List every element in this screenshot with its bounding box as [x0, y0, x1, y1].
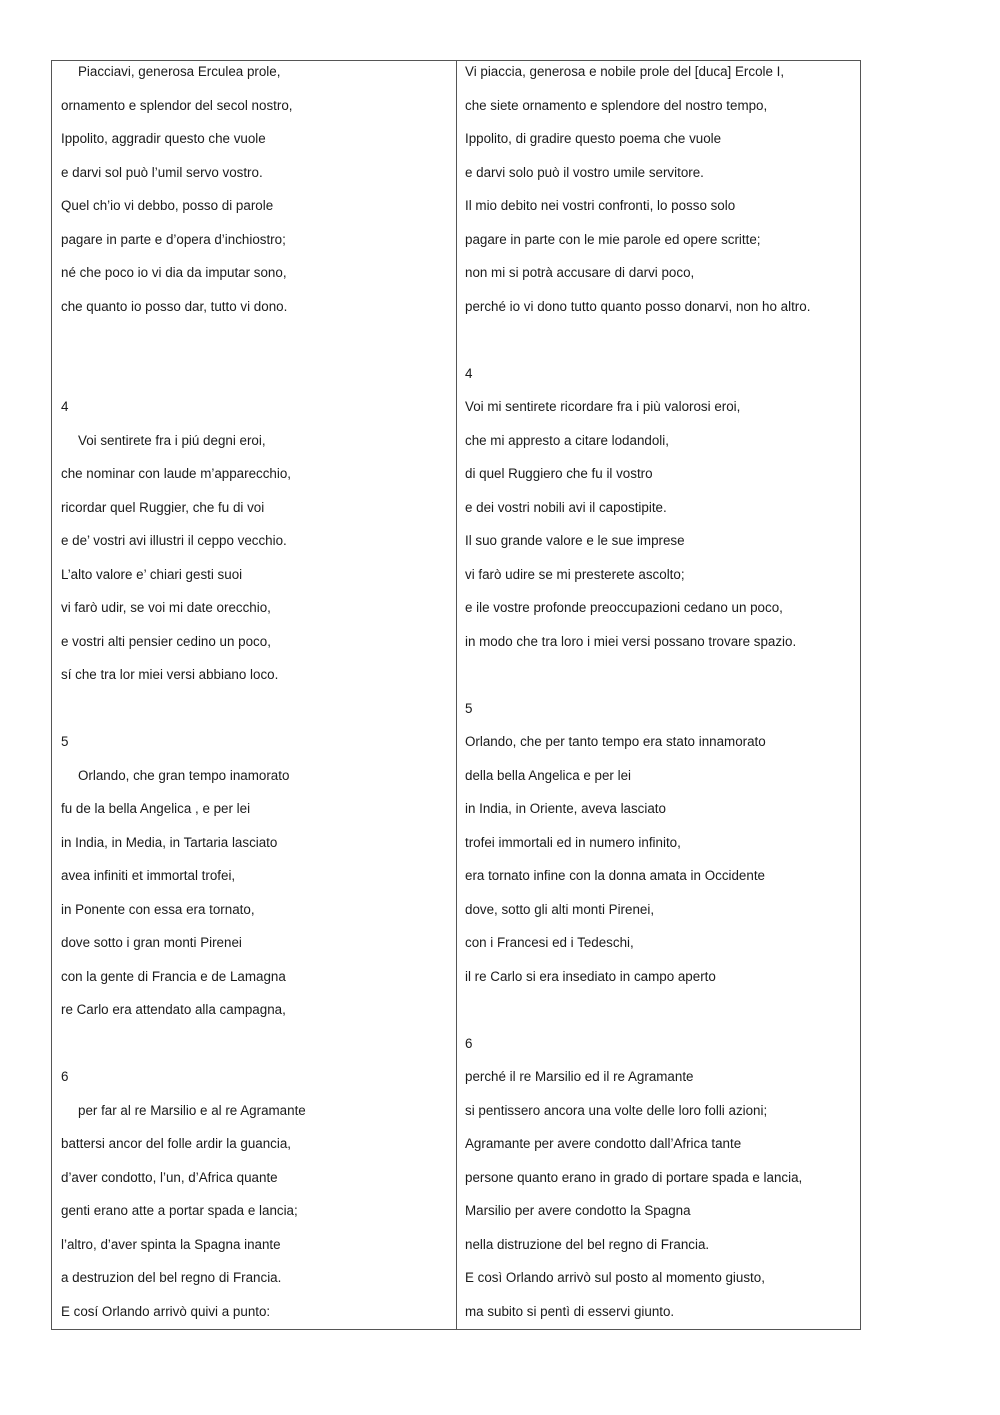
paraphrase-line: era tornato infine con la donna amata in Occidente	[465, 868, 765, 883]
paraphrase-line: il re Carlo si era insediato in campo aperto	[465, 968, 716, 984]
verse-line: e vostri alti pensier cedino un poco,	[61, 633, 271, 649]
verse-line: che nominar con laude m’apparecchio,	[61, 466, 292, 481]
verse-line: Orlando, che gran tempo inamorato	[78, 767, 290, 783]
paraphrase-line: Il suo grande valore e le sue imprese	[465, 533, 685, 548]
verse-line: né che poco io vi dia da imputar sono,	[61, 265, 287, 280]
stanza-number: 4	[61, 399, 69, 414]
paraphrase-line: Vi piaccia, generosa e nobile prole del [duca] Ercole I,	[465, 64, 785, 79]
verse-line: vi farò udir, se voi mi date orecchio,	[61, 600, 271, 615]
verse-line: battersi ancor del folle ardir la guancia,	[61, 1136, 292, 1151]
verse-line: e de’ vostri avi illustri il ceppo vecchio.	[61, 533, 287, 548]
verse-line: Quel ch’io vi debbo, posso di parole	[61, 198, 274, 213]
verse-line: Ippolito, aggradir questo che vuole	[61, 131, 266, 146]
stanza-number: 5	[465, 700, 473, 716]
stanza-number: 6	[465, 1035, 473, 1051]
verse-line: d’aver condotto, l’un, d’Africa quante	[61, 1169, 278, 1185]
paraphrase-line: perché io vi dono tutto quanto posso donarvi, non ho altro.	[465, 298, 811, 314]
paraphrase-line: e ile vostre profonde preoccupazioni cedano un poco,	[465, 600, 783, 615]
paraphrase-line: vi farò udire se mi presterete ascolto;	[465, 566, 685, 582]
verse-line: sí che tra lor miei versi abbiano loco.	[61, 667, 279, 682]
paraphrase-line: che mi appresto a citare lodandoli,	[465, 432, 669, 448]
verse-line: dove sotto i gran monti Pirenei	[61, 935, 242, 950]
paraphrase-line: e dei vostri nobili avi il capostipite.	[465, 499, 667, 515]
verse-line: che quanto io posso dar, tutto vi dono.	[61, 298, 288, 314]
verse-line: ornamento e splendor del secol nostro,	[61, 97, 293, 113]
paraphrase-line: e darvi solo può il vostro umile servitore.	[465, 164, 704, 180]
stanza-number: 6	[61, 1069, 69, 1084]
paraphrase-line: in India, in Oriente, aveva lasciato	[465, 801, 666, 816]
verse-line: l’altro, d’aver spinta la Spagna inante	[61, 1236, 281, 1252]
paraphrase-line: ma subito si pentì di esservi giunto.	[465, 1303, 675, 1319]
verse-line: e darvi sol può l’umil servo vostro.	[61, 164, 263, 180]
verse-line: re Carlo era attendato alla campagna,	[61, 1002, 286, 1017]
verse-line: L’alto valore e’ chiari gesti suoi	[61, 566, 243, 582]
paraphrase-line: trofei immortali ed in numero infinito,	[465, 834, 681, 850]
original-text-column	[61, 61, 451, 1334]
paraphrase-line: si pentissero ancora una volte delle loro folli azioni;	[465, 1102, 768, 1118]
paraphrase-column	[465, 61, 855, 1334]
verse-line: genti erano atte a portar spada e lancia;	[61, 1203, 298, 1218]
verse-line: E cosí Orlando arrivò quivi a punto:	[61, 1303, 271, 1319]
paraphrase-line: nella distruzione del bel regno di Francia.	[465, 1236, 710, 1252]
translation-table	[51, 60, 861, 1330]
verse-line: in Ponente con essa era tornato,	[61, 901, 255, 917]
paraphrase-line: con i Francesi ed i Tedeschi,	[465, 935, 634, 950]
verse-line: per far al re Marsilio e al re Agramante	[78, 1102, 306, 1118]
verse-line: con la gente di Francia e de Lamagna	[61, 968, 286, 984]
stanza-number: 4	[465, 365, 473, 381]
paraphrase-line: in modo che tra loro i miei versi possano trovare spazio.	[465, 633, 797, 649]
paraphrase-line: della bella Angelica e per lei	[465, 767, 632, 783]
verse-line: avea infiniti et immortal trofei,	[61, 868, 236, 883]
paraphrase-line: Orlando, che per tanto tempo era stato innamorato	[465, 734, 766, 749]
paraphrase-line: perché il re Marsilio ed il re Agramante	[465, 1069, 694, 1084]
verse-line: Piacciavi, generosa Erculea prole,	[78, 64, 281, 79]
paraphrase-line: dove, sotto gli alti monti Pirenei,	[465, 901, 655, 917]
paraphrase-line: Agramante per avere condotto dall’Africa tante	[465, 1136, 742, 1151]
verse-line: Voi sentirete fra i piú degni eroi,	[78, 432, 266, 448]
paraphrase-line: che siete ornamento e splendore del nostro tempo,	[465, 97, 768, 113]
paraphrase-line: pagare in parte con le mie parole ed opere scritte;	[465, 231, 761, 247]
paraphrase-line: Il mio debito nei vostri confronti, lo posso solo	[465, 198, 736, 213]
verse-line: a destruzion del bel regno di Francia.	[61, 1270, 282, 1285]
paraphrase-line: di quel Ruggiero che fu il vostro	[465, 466, 653, 481]
verse-line: pagare in parte e d’opera d’inchiostro;	[61, 231, 286, 247]
paraphrase-line: non mi si potrà accusare di darvi poco,	[465, 265, 695, 280]
paraphrase-line: Marsilio per avere condotto la Spagna	[465, 1203, 691, 1218]
verse-line: fu de la bella Angelica , e per lei	[61, 801, 251, 816]
paraphrase-line: persone quanto erano in grado di portare spada e lancia,	[465, 1169, 803, 1185]
verse-line: in India, in Media, in Tartaria lasciato	[61, 834, 278, 850]
column-divider	[456, 61, 457, 1329]
paraphrase-line: Voi mi sentirete ricordare fra i più valorosi eroi,	[465, 399, 741, 414]
verse-line: ricordar quel Ruggier, che fu di voi	[61, 499, 265, 515]
stanza-number: 5	[61, 734, 69, 749]
paraphrase-line: E così Orlando arrivò sul posto al momento giusto,	[465, 1270, 765, 1285]
paraphrase-line: Ippolito, di gradire questo poema che vuole	[465, 131, 722, 146]
